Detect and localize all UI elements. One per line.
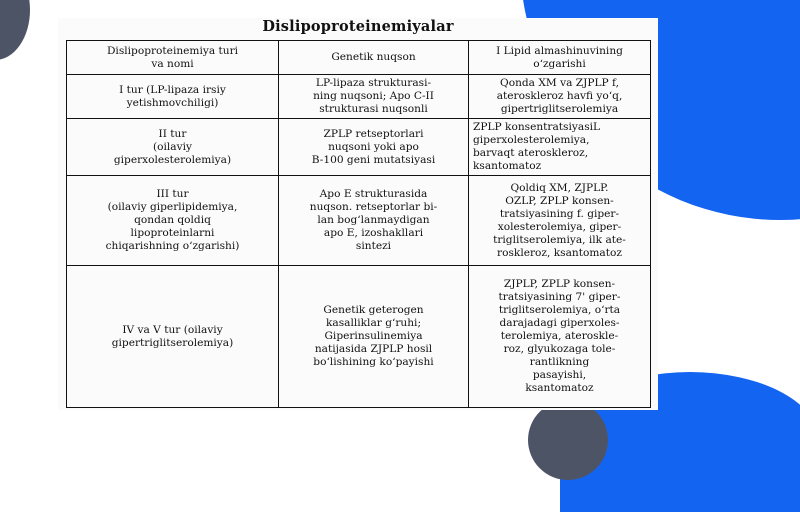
decor-gray-shape-bottom xyxy=(528,400,608,480)
table-cell: Apo E strukturasida nuqson. retseptorlar bi- lan bog‘lanmaydigan apo E, izoshakllari sintezi xyxy=(279,176,469,266)
header-cell-lipid-change: I Lipid almashinuvining o‘zgarishi xyxy=(469,41,651,75)
table-cell: III tur (oilaviy giperlipidemiya, qondan qoldiq lipoproteinlarni chiqarishning o‘zgarishi) xyxy=(67,176,279,266)
table-row xyxy=(67,176,651,266)
table-cell: Genetik geterogen kasalliklar g‘ruhi; Giperinsulinemiya natijasida ZJPLP hosil bo‘lishining ko‘payishi xyxy=(279,266,469,408)
header-cell-genetic-defect: Genetik nuqson xyxy=(279,41,469,75)
header-cell-type: Dislipoproteinemiya turi va nomi xyxy=(67,41,279,75)
page-title: Dislipoproteinemiyalar xyxy=(262,18,454,35)
table-cell: ZPLP retseptorlari nuqsoni yoki apo B-100 geni mutatsiyasi xyxy=(279,119,469,176)
table-row xyxy=(67,119,651,176)
table-header-row xyxy=(67,41,651,75)
table-row xyxy=(67,75,651,119)
table-cell: ZJPLP, ZPLP konsen- tratsiyasining 7' giper- triglitserolemiya, o‘rta darajadagi giperxoles- terolemiya, ateroskle- roz, glyukozaga tole- rantlikning pasayishi, ksantomatoz xyxy=(469,266,651,408)
table-cell: Qoldiq XM, ZJPLP. OZLP, ZPLP konsen- tratsiyasining f. giper- xolesterolemiya, giper- triglitserolemiya, ilk ate- roskleroz, ksantomatoz xyxy=(469,176,651,266)
table-cell: Qonda XM va ZJPLP f, ateroskleroz havfi yo‘q, gipertriglitserolemiya xyxy=(469,75,651,119)
table-cell: LP-lipaza strukturasi- ning nuqsoni; Apo C-II strukturasi nuqsonli xyxy=(279,75,469,119)
decor-gray-shape-top-left xyxy=(0,0,30,60)
table-cell: ZPLP konsentratsiyasiL giperxolesterolemiya, barvaqt ateroskleroz, ksantomatoz xyxy=(469,119,651,176)
table-cell: II tur (oilaviy giperxolesterolemiya) xyxy=(67,119,279,176)
table-cell: IV va V tur (oilaviy gipertriglitserolemiya) xyxy=(67,266,279,408)
dyslipoproteinemia-table xyxy=(66,40,651,408)
table-cell: I tur (LP-lipaza irsiy yetishmovchiligi) xyxy=(67,75,279,119)
table-row xyxy=(67,266,651,408)
document-sheet xyxy=(58,18,658,410)
